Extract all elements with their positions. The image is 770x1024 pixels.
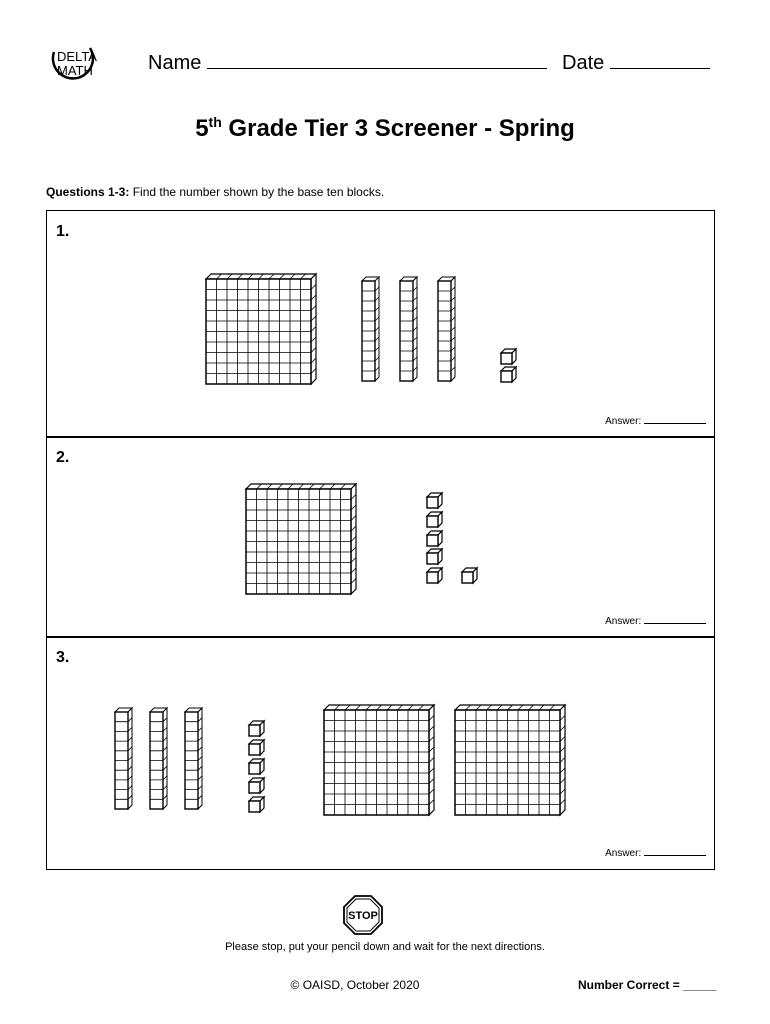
ones-cube	[426, 492, 443, 509]
hundreds-block	[205, 273, 317, 385]
question-number: 3.	[56, 649, 70, 666]
ones-cube	[500, 348, 517, 365]
tens-rod	[114, 707, 133, 810]
tens-rod	[361, 276, 380, 382]
ones-cube	[426, 567, 443, 584]
answer-label: Answer:	[605, 416, 642, 427]
copyright: © OAISD, October 2020	[290, 978, 420, 992]
ones-cube	[461, 567, 478, 584]
date-label: Date	[562, 52, 605, 74]
ones-cube	[248, 777, 265, 794]
ones-cube	[426, 511, 443, 528]
title-superscript: th	[208, 114, 222, 130]
instructions-label: Questions 1-3:	[46, 185, 130, 199]
answer-label: Answer:	[605, 848, 642, 859]
logo-text-top: DELTA	[57, 49, 97, 64]
name-label: Name	[148, 52, 202, 74]
tens-rod	[184, 707, 203, 810]
answer-label: Answer:	[605, 616, 642, 627]
tens-rod	[399, 276, 418, 382]
ones-cube	[500, 366, 517, 383]
question-number: 1.	[56, 223, 70, 240]
logo-text-bottom: MATH	[57, 63, 93, 78]
hundreds-block	[245, 483, 357, 595]
ones-cube	[248, 796, 265, 813]
hundreds-block	[454, 704, 566, 816]
ones-cube	[426, 548, 443, 565]
ones-cube	[426, 530, 443, 547]
number-correct: Number Correct = _____	[578, 978, 717, 992]
tens-rod	[149, 707, 168, 810]
tens-rod	[437, 276, 456, 382]
stop-message: Please stop, put your pencil down and wait for the next directions.	[225, 941, 545, 953]
stop-sign-icon	[343, 895, 383, 935]
instructions-text: Find the number shown by the base ten blocks.	[129, 185, 385, 199]
hundreds-block	[323, 704, 435, 816]
title-prefix: 5	[195, 115, 209, 142]
ones-cube	[248, 739, 265, 756]
ones-cube	[248, 720, 265, 737]
ones-cube	[248, 758, 265, 775]
title-rest: Grade Tier 3 Screener - Spring	[221, 115, 575, 142]
stop-sign-text: STOP	[348, 910, 378, 922]
question-number: 2.	[56, 449, 70, 466]
